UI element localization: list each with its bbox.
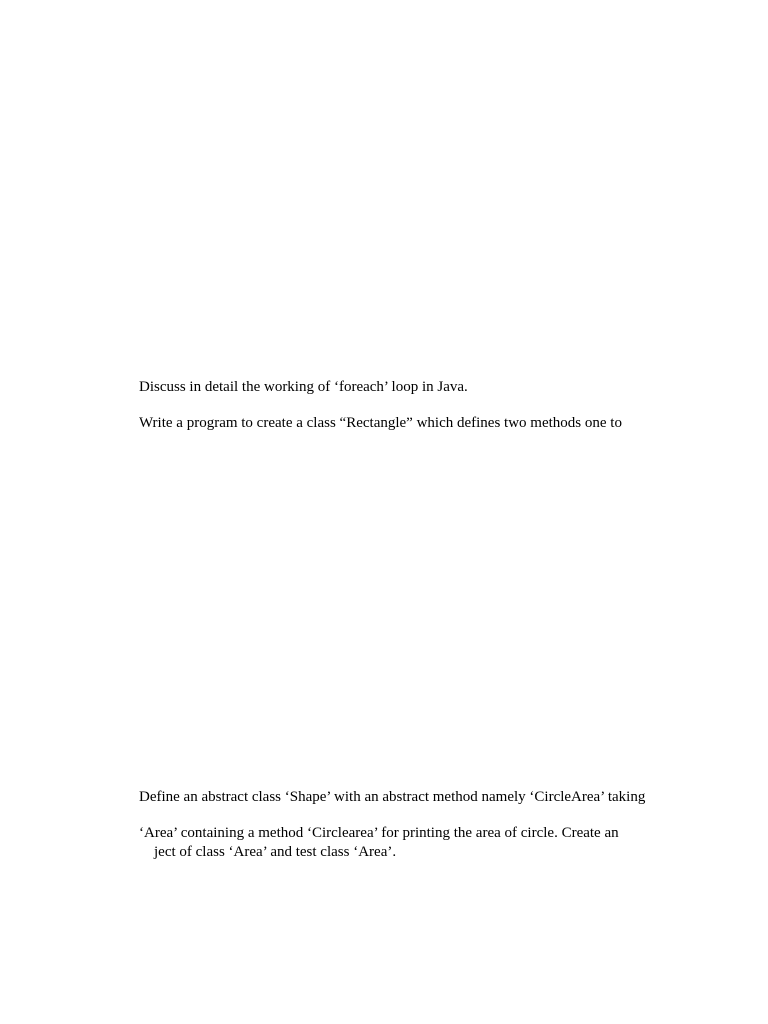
- question-rectangle-class: Write a program to create a class “Rectangle” which defines two methods one to: [139, 415, 622, 431]
- question-abstract-shape: Define an abstract class ‘Shape’ with an abstract method namely ‘CircleArea’ taking: [139, 789, 646, 805]
- question-area-class-line-2: ject of class ‘Area’ and test class ‘Area’.: [154, 844, 397, 860]
- question-foreach-loop: Discuss in detail the working of ‘foreach’ loop in Java.: [139, 379, 468, 395]
- question-area-class-line-1: ‘Area’ containing a method ‘Circlearea’ for printing the area of circle. Create an: [139, 825, 619, 841]
